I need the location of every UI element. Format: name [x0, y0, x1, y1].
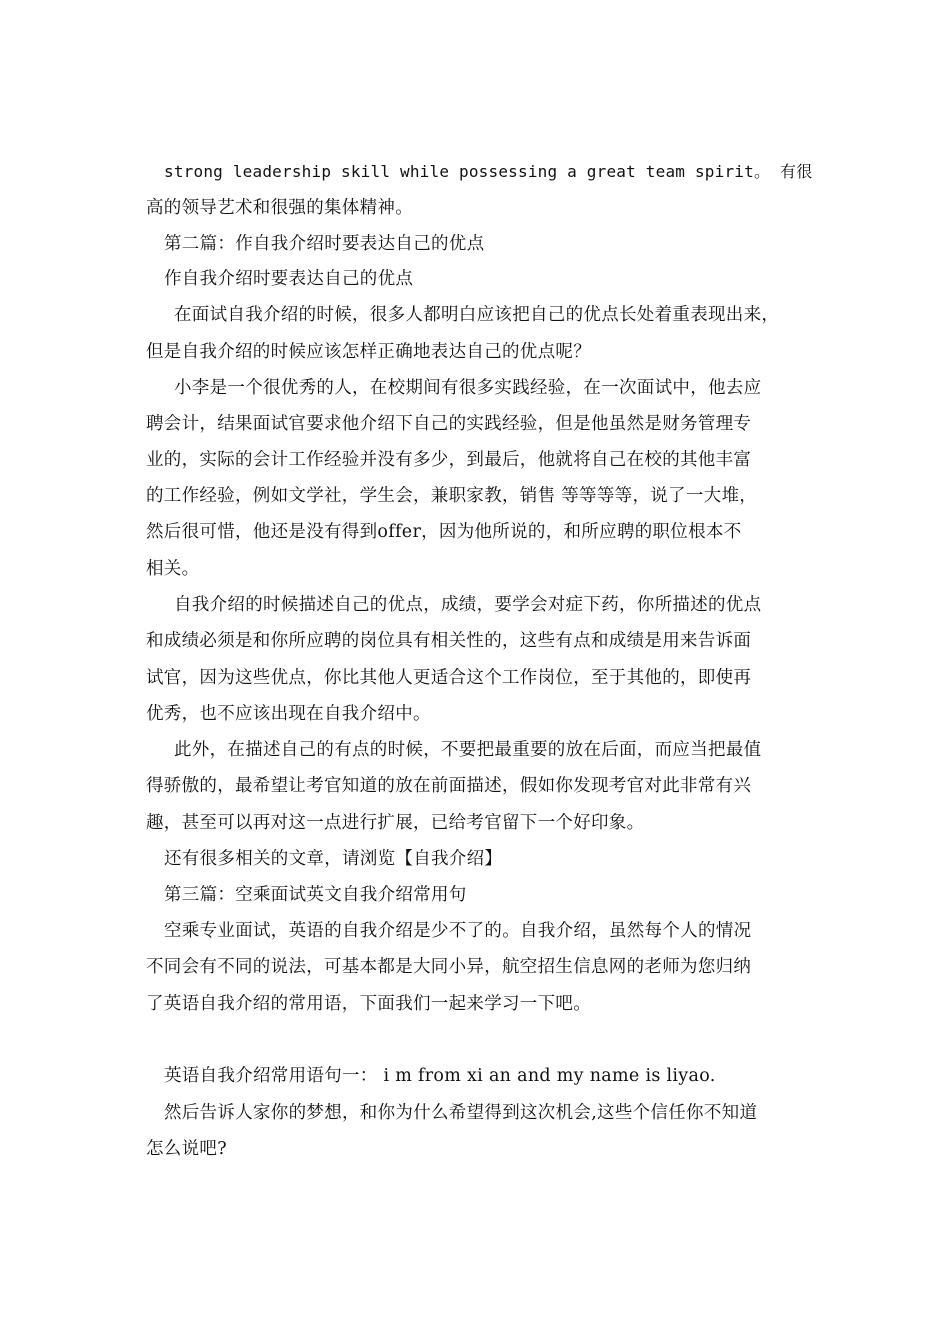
section-heading: 第三篇：空乘面试英文自我介绍常用句 — [164, 885, 467, 905]
text-line: 趣，甚至可以再对这一点进行扩展，已给考官留下一个好印象。 — [146, 813, 645, 833]
text-line: 聘会计，结果面试官要求他介绍下自己的实践经验，但是他虽然是财务管理专 — [146, 414, 752, 434]
text-line: 自我介绍的时候描述自己的优点，成绩，要学会对症下药，你所描述的优点 — [174, 595, 762, 615]
text-line: 此外，在描述自己的有点的时候，不要把最重要的放在后面，而应当把最值 — [174, 740, 762, 760]
text-line: 然后很可惜，他还是没有得到offer，因为他所说的，和所应聘的职位根本不 — [146, 522, 742, 542]
text-line: 高的领导艺术和很强的集体精神。 — [146, 198, 413, 218]
text-line: 怎么说吧? — [146, 1139, 227, 1159]
text-line: 相关。 — [146, 559, 200, 579]
text-line: strong leadership skill while possessing a great team spirit。 有很 — [164, 162, 813, 181]
text-line: 空乘专业面试，英语的自我介绍是少不了的。自我介绍，虽然每个人的情况 — [164, 921, 752, 941]
text-line: 优秀，也不应该出现在自我介绍中。 — [146, 704, 431, 724]
text-line: 了英语自我介绍的常用语，下面我们一起来学习一下吧。 — [146, 994, 591, 1014]
text-line: 试官，因为这些优点，你比其他人更适合这个工作岗位，至于其他的，即使再 — [146, 668, 752, 688]
text-line: 业的，实际的会计工作经验并没有多少，到最后，他就将自己在校的其他丰富 — [146, 450, 752, 470]
text-line: 还有很多相关的文章，请浏览【自我介绍】 — [164, 849, 503, 869]
text-line: 小李是一个很优秀的人，在校期间有很多实践经验，在一次面试中，他去应 — [174, 378, 762, 398]
text-line: 得骄傲的，最希望让考官知道的放在前面描述，假如你发现考官对此非常有兴 — [146, 776, 752, 796]
section-title: 作自我介绍时要表达自己的优点 — [164, 269, 414, 289]
text-line: 英语自我介绍常用语句一： i m from xi an and my name is liyao. — [164, 1066, 716, 1086]
section-heading: 第二篇：作自我介绍时要表达自己的优点 — [164, 234, 485, 254]
text-line: 但是自我介绍的时候应该怎样正确地表达自己的优点呢？ — [146, 342, 591, 362]
text-line: 和成绩必须是和你所应聘的岗位具有相关性的，这些有点和成绩是用来告诉面 — [146, 631, 752, 651]
text-line: 不同会有不同的说法，可基本都是大同小异，航空招生信息网的老师为您归纳 — [146, 957, 752, 977]
text-line: 在面试自我介绍的时候，很多人都明白应该把自己的优点长处着重表现出来， — [174, 305, 780, 325]
text-line: 的工作经验，例如文学社，学生会，兼职家教，销售 等等等等，说了一大堆， — [146, 486, 758, 506]
text-line: 然后告诉人家你的梦想，和你为什么希望得到这次机会,这些个信任你不知道 — [164, 1103, 758, 1123]
